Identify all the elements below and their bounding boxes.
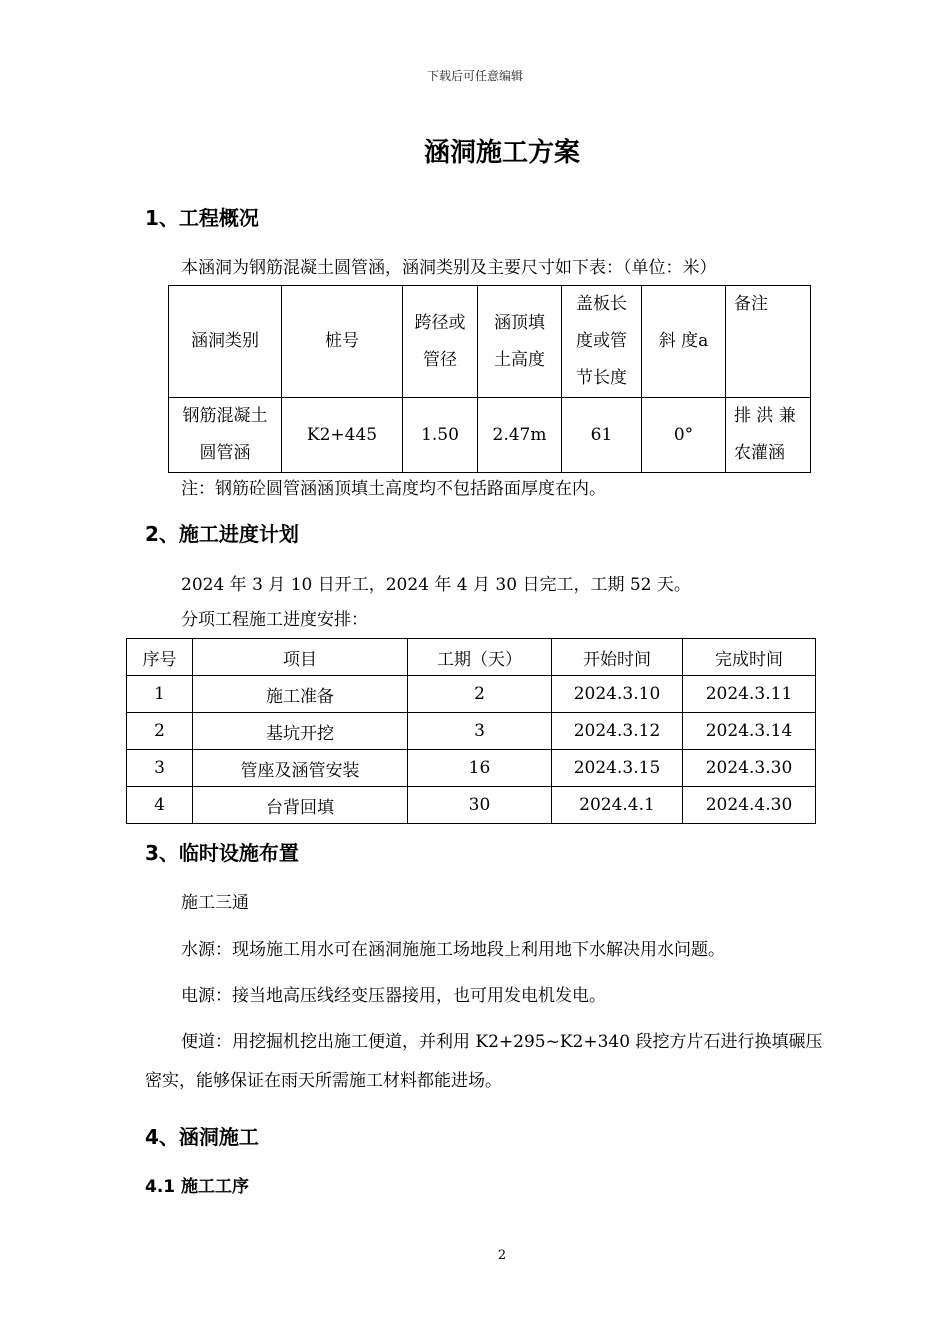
col-header-no: 序号 xyxy=(127,639,193,676)
header-length-line1: 盖板长 xyxy=(576,294,627,314)
row-no: 3 xyxy=(127,750,193,787)
row-item: 施工准备 xyxy=(193,676,408,713)
table-note: 注：钢筋砼圆管涵涵顶填土高度均不包括路面厚度在内。 xyxy=(181,479,606,499)
header-span-line2: 管径 xyxy=(423,349,457,370)
row-end: 2024.3.11 xyxy=(683,676,816,713)
row-end: 2024.3.30 xyxy=(683,750,816,787)
schedule-subheading: 分项工程施工进度安排： xyxy=(181,610,368,630)
header-span-line1: 跨径或 xyxy=(414,312,466,333)
cell-type-line1: 钢筋混凝土 xyxy=(182,406,268,426)
schedule-header-row xyxy=(127,639,816,676)
cell-station: K2+445 xyxy=(282,398,403,473)
row-duration: 2 xyxy=(408,676,552,713)
col-header-item: 项目 xyxy=(193,639,408,676)
header-station: 桩号 xyxy=(282,286,403,398)
paragraph-road-line2: 密实，能够保证在雨天所需施工材料都能进场。 xyxy=(145,1071,502,1091)
section-3-heading: 3、临时设施布置 xyxy=(145,841,299,865)
row-duration: 16 xyxy=(408,750,552,787)
row-no: 2 xyxy=(127,713,193,750)
header-length-line3: 节长度 xyxy=(576,368,627,388)
header-note: 下载后可任意编辑 xyxy=(426,69,523,83)
cell-remark xyxy=(726,398,811,473)
header-fill-line2: 土高度 xyxy=(494,349,545,370)
section-2-heading: 2、施工进度计划 xyxy=(145,522,299,546)
schedule-table xyxy=(126,638,816,824)
col-header-end: 完成时间 xyxy=(683,639,816,676)
paragraph-water: 水源：现场施工用水可在涵洞施施工场地段上利用地下水解决用水问题。 xyxy=(181,940,725,960)
header-skew: 斜 度a xyxy=(642,286,726,398)
row-duration: 3 xyxy=(408,713,552,750)
section-1-intro: 本涵洞为钢筋混凝土圆管涵，涵洞类别及主要尺寸如下表：（单位：米） xyxy=(181,258,717,278)
header-fill-line1: 涵顶填 xyxy=(494,312,545,333)
row-item: 管座及涵管安装 xyxy=(193,750,408,787)
document-title: 涵洞施工方案 xyxy=(423,138,580,168)
table-row xyxy=(127,750,816,787)
row-no: 4 xyxy=(127,787,193,824)
table-row xyxy=(127,787,816,824)
table-row xyxy=(127,713,816,750)
cell-remark-line1: 排 洪 兼 xyxy=(734,406,796,426)
row-start: 2024.3.12 xyxy=(552,713,683,750)
row-start: 2024.4.1 xyxy=(552,787,683,824)
culvert-table xyxy=(168,285,811,473)
row-end: 2024.4.30 xyxy=(683,787,816,824)
section-1-heading: 1、工程概况 xyxy=(145,206,259,230)
header-type: 涵洞类别 xyxy=(169,286,282,398)
header-remark: 备注 xyxy=(726,286,811,398)
section-4-heading: 4、涵洞施工 xyxy=(145,1125,259,1149)
row-start: 2024.3.15 xyxy=(552,750,683,787)
row-start: 2024.3.10 xyxy=(552,676,683,713)
table-row xyxy=(127,676,816,713)
cell-span: 1.50 xyxy=(403,398,478,473)
row-item: 台背回填 xyxy=(193,787,408,824)
row-end: 2024.3.14 xyxy=(683,713,816,750)
header-fill xyxy=(478,286,562,398)
col-header-start: 开始时间 xyxy=(552,639,683,676)
paragraph-three-links: 施工三通 xyxy=(181,893,249,913)
cell-type-line2: 圆管涵 xyxy=(199,443,251,463)
cell-length: 61 xyxy=(562,398,642,473)
cell-fill: 2.47m xyxy=(478,398,562,473)
cell-type xyxy=(169,398,282,473)
schedule-text: 2024 年 3 月 10 日开工，2024 年 4 月 30 日完工，工期 52 天。 xyxy=(181,575,691,595)
cell-remark-line2: 农灌涵 xyxy=(734,443,785,463)
header-span xyxy=(403,286,478,398)
row-no: 1 xyxy=(127,676,193,713)
row-duration: 30 xyxy=(408,787,552,824)
section-4-1-heading: 4.1 施工工序 xyxy=(145,1177,250,1197)
paragraph-road-line1: 便道：用挖掘机挖出施工便道，并利用 K2+295~K2+340 段挖方片石进行换填碾压 xyxy=(181,1032,823,1052)
row-item: 基坑开挖 xyxy=(193,713,408,750)
page-number: 2 xyxy=(497,1248,507,1263)
paragraph-power: 电源：接当地高压线经变压器接用，也可用发电机发电。 xyxy=(181,986,606,1006)
header-length xyxy=(562,286,642,398)
header-length-line2: 度或管 xyxy=(576,331,627,351)
cell-skew: 0° xyxy=(642,398,726,473)
col-header-duration: 工期（天） xyxy=(408,639,552,676)
